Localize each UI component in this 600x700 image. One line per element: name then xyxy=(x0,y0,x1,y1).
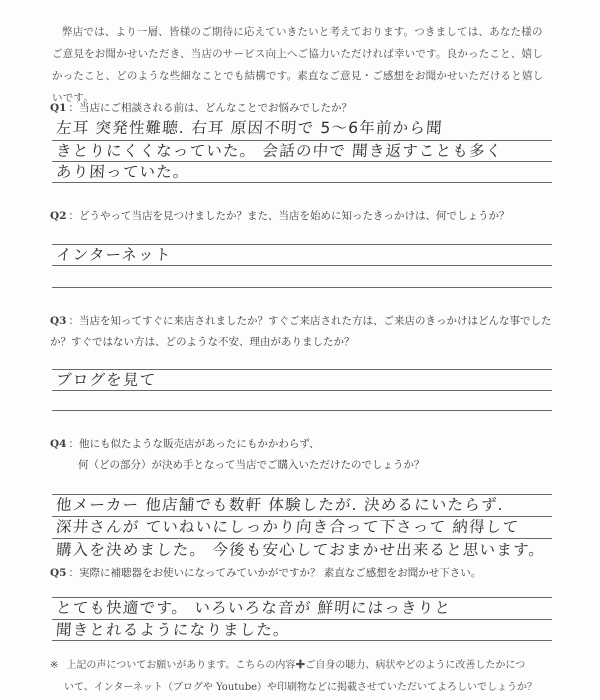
answer-5-line-2: 聞きとれるようになりました。 xyxy=(55,621,291,639)
question-text: ：当店にご相談される前は、どんなことでお悩みでしたか？ xyxy=(68,102,352,114)
answer-rule xyxy=(52,265,552,266)
answer-rule xyxy=(52,410,552,411)
question-number: Q4 xyxy=(50,438,67,450)
answer-1-line-1: 左耳 突発性難聴. 右耳 原因不明で 5〜6年前から聞 xyxy=(55,119,444,137)
answer-rule xyxy=(52,390,552,391)
question-text: ：実際に補聴器をお使いになってみていかがですか？ 素直なご感想をお聞かせ下さい。 xyxy=(68,567,482,579)
question-text-line-1: ：他にも似たような販売店があったにもかかわらず、 xyxy=(68,438,320,450)
note-line-1: 上記の声についてお願いがあります。こちらの内容✚ご自身の聴力、病状やどのように改善したかにつ xyxy=(66,660,526,671)
permission-note xyxy=(50,655,580,699)
answer-rule xyxy=(52,182,552,183)
question-5 xyxy=(50,563,570,584)
intro-paragraph: 弊店では、より一層、皆様のご期待に応えていきたいと考えております。つきましては、あなた様のご意見をお聞かせいただき、当店のサービス向上へご協力いただければ幸いです。良かったこと、嬉しかったこと、どのような些細なことでも結構です。素直なご意見・ご感想をお聞かせいただけると嬉しいです。 xyxy=(52,25,544,104)
question-2 xyxy=(50,206,570,227)
answer-4-line-3: 購入を決めました。 今後も安心しておまかせ出来ると思います。 xyxy=(55,541,546,559)
answer-rule xyxy=(52,287,552,288)
answer-1-line-3: あり困っていた。 xyxy=(55,163,191,181)
answer-4-line-1: 他メーカー 他店舗でも数軒 体験したが. 決めるにいたらず. xyxy=(55,496,505,514)
question-number: Q2 xyxy=(50,210,67,222)
answer-2-line-1: インターネット xyxy=(55,246,173,264)
question-number: Q1 xyxy=(50,102,67,114)
note-line-2: いて、インターネット（ブログや Youtube）や印刷物などに掲載させていただいてよろしいでしょうか？ xyxy=(64,682,538,693)
reference-mark: ※ xyxy=(50,660,59,671)
question-number: Q3 xyxy=(50,315,67,327)
question-number: Q5 xyxy=(50,567,67,579)
answer-3-line-1: ブログを見て xyxy=(55,371,157,389)
answer-rule xyxy=(52,538,552,539)
question-text-line-2: 何（どの部分）が決め手となって当店でご購入いただけたのでしょうか？ xyxy=(78,459,425,471)
question-text: ：どうやって当店を見つけましたか？また、当店を始めに知ったきっかけは、何でしょうか？ xyxy=(68,210,510,222)
answer-rule xyxy=(52,640,552,641)
answer-5-line-1: とても快適です。 いろいろな音が 鮮明にはっきりと xyxy=(55,599,452,617)
question-1 xyxy=(50,98,570,119)
answer-1-line-2: きとりにくくなっていた。 会話の中で 聞き返すことも多く xyxy=(55,142,504,160)
question-3 xyxy=(50,311,555,353)
answer-4-line-2: 深井さんが ていねいにしっかり向き合って下さって 納得して xyxy=(55,518,520,536)
question-4 xyxy=(50,434,570,476)
question-text: ：当店を知ってすぐに来店されましたか？すぐご来店された方は、ご来店のきっかけはどんな事でしたか？すぐではない方は、どのような不安、理由がありましたか？ xyxy=(50,315,552,348)
